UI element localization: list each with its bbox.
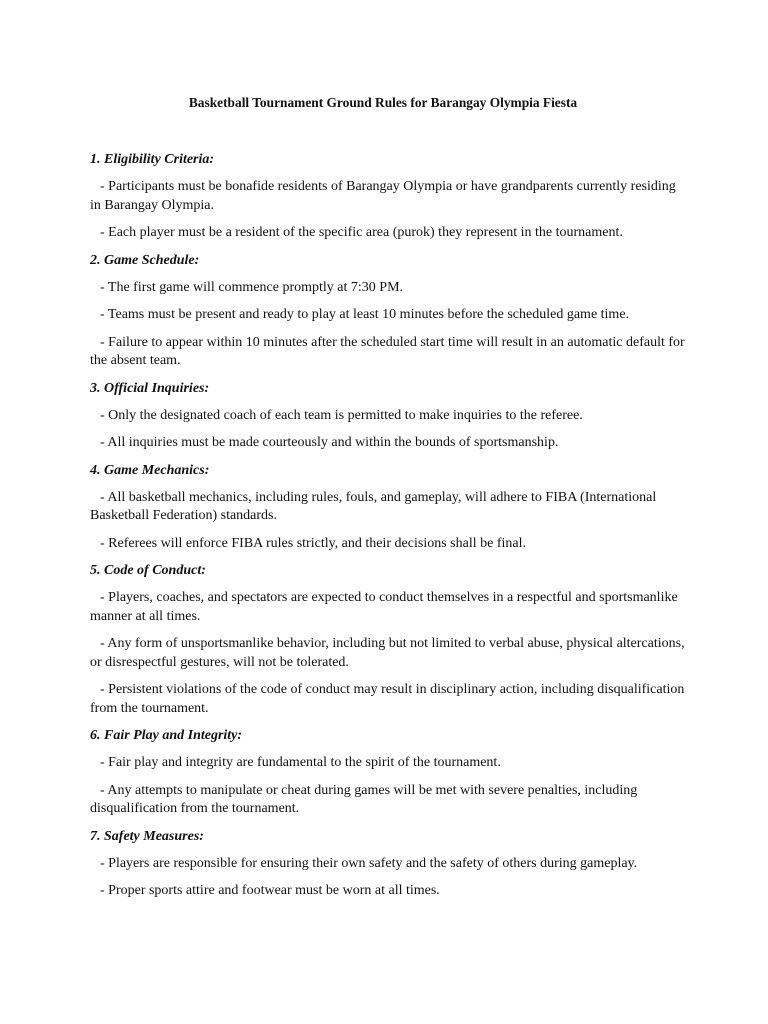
section-official-inquiries	[90, 380, 690, 453]
section-heading: 5. Code of Conduct:	[90, 563, 206, 578]
section-heading: 3. Official Inquiries:	[90, 380, 210, 396]
rule-item: - Referees will enforce FIBA rules strictly, and their decisions shall be final.	[100, 535, 526, 551]
section-items	[90, 589, 690, 718]
rule-item: - All basketball mechanics, including rules, fouls, and gameplay, will adhere to FIBA (International Basketball Federation) standards.	[90, 489, 657, 523]
rule-item: - Persistent violations of the code of conduct may result in disciplinary action, including disqualification from the tournament.	[90, 682, 685, 716]
rule-item: - Each player must be a resident of the specific area (purok) they represent in the tournament.	[100, 225, 623, 240]
rule-item: - Fair play and integrity are fundamental to the spirit of the tournament.	[100, 755, 501, 770]
section-game-schedule	[90, 252, 690, 371]
rule-item: - Failure to appear within 10 minutes after the scheduled start time will result in an automatic default for the absent team.	[90, 334, 685, 368]
section-game-mechanics	[90, 462, 690, 554]
section-fair-play-and-integrity	[90, 727, 690, 819]
rule-item: - Any attempts to manipulate or cheat during games will be met with severe penalties, including disqualification from the tournament.	[90, 782, 638, 816]
section-heading: 2. Game Schedule:	[90, 252, 200, 268]
rule-item: - The first game will commence promptly at 7:30 PM.	[100, 279, 404, 295]
rule-item: - Proper sports attire and footwear must be worn at all times.	[100, 883, 440, 898]
section-safety-measures	[90, 828, 690, 901]
section-items	[90, 754, 690, 819]
section-items	[90, 855, 690, 901]
section-items	[90, 178, 690, 243]
section-code-of-conduct	[90, 562, 690, 718]
rule-item: - Teams must be present and ready to play at least 10 minutes before the scheduled game time.	[100, 307, 630, 322]
document-page	[90, 95, 690, 910]
rule-item: - Any form of unsportsmanlike behavior, including but not limited to verbal abuse, physical altercations, or disrespectful gestures, will not be tolerated.	[90, 636, 685, 670]
section-items	[90, 407, 690, 453]
section-heading: 7. Safety Measures:	[90, 828, 204, 844]
section-eligibility-criteria	[90, 151, 690, 243]
rule-item: - Participants must be bonafide residents of Barangay Olympia or have grandparents currently residing in Barangay Olympia.	[90, 179, 676, 213]
section-items	[90, 279, 690, 371]
document-title: Basketball Tournament Ground Rules for Barangay Olympia Fiesta	[188, 95, 578, 110]
rule-item: - Only the designated coach of each team is permitted to make inquiries to the referee.	[100, 407, 583, 423]
section-heading: 1. Eligibility Criteria:	[90, 152, 215, 167]
section-heading: 6. Fair Play and Integrity:	[90, 728, 243, 743]
section-items	[90, 489, 690, 554]
rule-item: - Players are responsible for ensuring their own safety and the safety of others during gameplay.	[100, 855, 638, 871]
section-heading: 4. Game Mechanics:	[90, 462, 210, 478]
rule-item: - All inquiries must be made courteously and within the bounds of sportsmanship.	[100, 435, 559, 450]
rule-item: - Players, coaches, and spectators are expected to conduct themselves in a respectful and sportsmanlike manner at all times.	[90, 590, 678, 624]
